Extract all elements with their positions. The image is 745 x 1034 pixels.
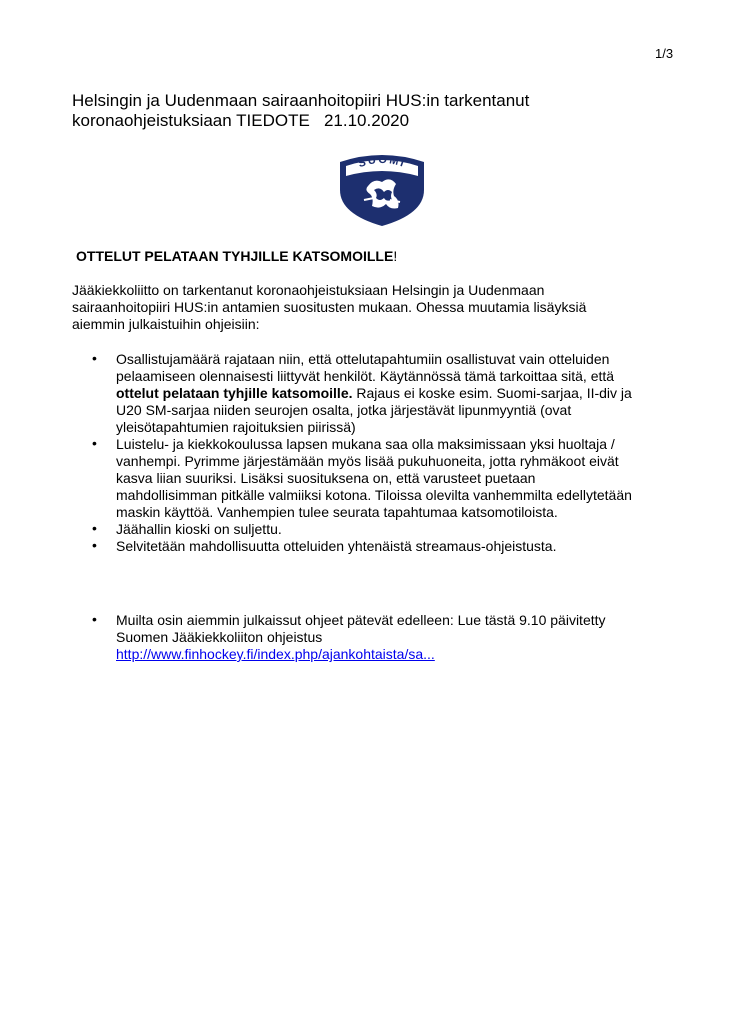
list-item-line: mahdollisimman pitkälle valmiiksi kotona. Tiloissa olevilta vanhemmilta edellytetään	[116, 487, 632, 503]
list-item-line: Suomen Jääkiekkoliiton ohjeistus	[116, 629, 323, 645]
main-heading	[76, 248, 397, 264]
finhockey-link[interactable]: http://www.finhockey.fi/index.php/ajankohtaista/sa...	[116, 646, 435, 662]
list-item-line: Osallistujamäärä rajataan niin, että ottelutapahtumiin osallistuvat vain otteluiden	[116, 351, 610, 367]
heading-text: OTTELUT PELATAAN TYHJILLE KATSOMOILLE	[76, 248, 394, 264]
intro-paragraph	[72, 282, 642, 333]
list-item-text: Rajaus ei koske esim. Suomi-sarjaa, II-div ja	[352, 385, 632, 401]
bold-emphasis: ottelut pelataan tyhjille katsomoille.	[116, 385, 353, 401]
page-number: 1/3	[655, 46, 674, 61]
heading-exclamation: !	[393, 248, 398, 264]
intro-line: sairaanhoitopiiri HUS:in antamien suositusten mukaan. Ohessa muutamia lisäyksiä	[72, 299, 587, 315]
bullet-icon: •	[92, 611, 97, 627]
list-item-line: yleisötapahtumien rajoituksien piirissä)	[116, 419, 356, 435]
list-item-line: Jäähallin kioski on suljettu.	[116, 521, 282, 537]
list-item	[72, 436, 682, 521]
list-item-line: kasva liian suuriksi. Lisäksi suosituksena on, että varusteet puetaan	[116, 470, 536, 486]
title-line-1: Helsingin ja Uudenmaan sairaanhoitopiiri HUS:in tarkentanut	[72, 91, 530, 110]
list-item	[72, 612, 682, 663]
bullet-list	[72, 351, 682, 555]
logo-text: SUOMI	[356, 153, 408, 171]
list-item-line: Luistelu- ja kiekkokoulussa lapsen mukana saa olla maksimissaan yksi huoltaja /	[116, 436, 615, 452]
list-item-line: U20 SM-sarjaa niiden seurojen osalta, jotka järjestävät lipunmyyntiä (ovat	[116, 402, 572, 418]
list-item-line: Selvitetään mahdollisuutta otteluiden yhtenäistä streamaus-ohjeistusta.	[116, 538, 557, 554]
document-title	[72, 91, 632, 131]
bullet-icon: •	[92, 537, 97, 553]
bullet-icon: •	[92, 435, 97, 451]
bullet-icon: •	[92, 350, 97, 366]
suomi-hockey-logo	[330, 150, 434, 226]
list-item-line: vanhempi. Pyrimme järjestämään myös lisää pukuhuoneita, jotta ryhmäkoot eivät	[116, 453, 619, 469]
list-item	[72, 351, 682, 436]
list-item-line: maskin käyttöä. Vanhempien tulee seurata tapahtumaa katsomotiloista.	[116, 504, 558, 520]
list-item	[72, 521, 682, 538]
intro-line: Jääkiekkoliitto on tarkentanut koronaohjeistuksiaan Helsingin ja Uudenmaan	[72, 282, 545, 298]
bullet-icon: •	[92, 520, 97, 536]
list-item-line	[116, 385, 682, 402]
list-item	[72, 538, 682, 555]
intro-line: aiemmin julkaistuihin ohjeisiin:	[72, 316, 260, 332]
title-line-2: koronaohjeistuksiaan TIEDOTE 21.10.2020	[72, 111, 410, 130]
list-item-line: Muilta osin aiemmin julkaissut ohjeet pätevät edelleen: Lue tästä 9.10 päivitetty	[116, 612, 606, 628]
shield-icon	[330, 150, 434, 226]
list-item-line: pelaamiseen olennaisesti liittyvät henkilöt. Käytännössä tämä tarkoittaa sitä, että	[116, 368, 615, 384]
bullet-list-final	[72, 612, 682, 663]
